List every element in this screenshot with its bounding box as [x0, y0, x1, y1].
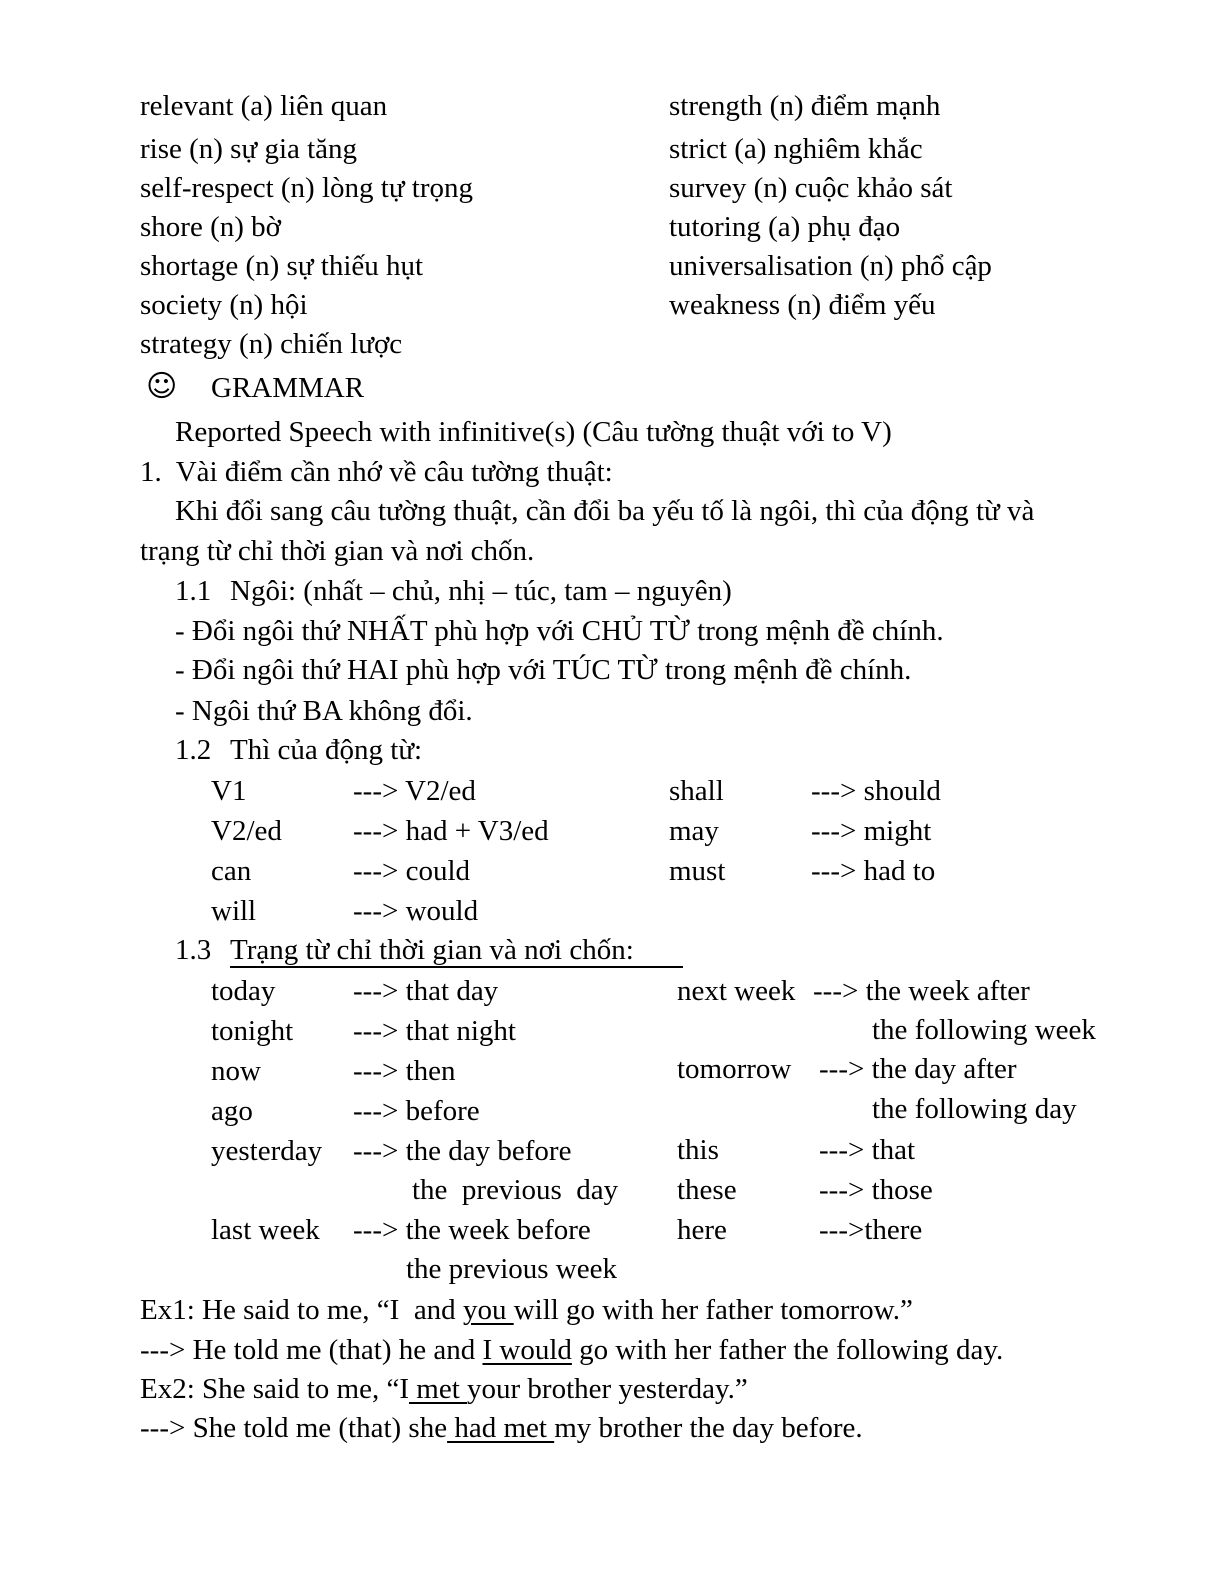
adverb-to: ---> that: [819, 1134, 916, 1166]
section-1-2-number: 1.2: [175, 734, 212, 766]
intro-line-2: trạng từ chỉ thời gian và nơi chốn.: [140, 535, 535, 567]
tense-to: ---> would: [353, 895, 479, 927]
section-1-3-number: 1.3: [175, 934, 212, 966]
tense-to: ---> had to: [811, 855, 936, 887]
example-1-reported-text: go with her father the following day.: [571, 1334, 1004, 1366]
adverb-to: ---> before: [353, 1095, 480, 1127]
smiley-icon: ☺: [146, 369, 178, 404]
vocab-right-item: strict (a) nghiêm khắc: [669, 133, 923, 165]
vocab-right-item: tutoring (a) phụ đạo: [669, 211, 901, 243]
adverb-to: ---> then: [353, 1055, 456, 1087]
tense-to: ---> V2/ed: [353, 775, 476, 807]
tense-from: may: [669, 815, 719, 847]
adverb-alt: the previous week: [406, 1253, 617, 1285]
adverb-from: today: [211, 975, 276, 1007]
example-1-text: will go with her father tomorrow.”: [513, 1294, 913, 1326]
example-1-text: Ex1: He said to me, “I and: [140, 1294, 463, 1326]
vocab-right-item: strength (n) điểm mạnh: [669, 90, 941, 122]
tense-from: must: [669, 855, 726, 887]
vocab-left-item: society (n) hội: [140, 289, 308, 321]
vocab-left-item: shortage (n) sự thiếu hụt: [140, 250, 424, 282]
example-1-reported-text: ---> He told me (that) he and: [140, 1334, 483, 1366]
example-1-underlined: you: [462, 1294, 514, 1326]
tense-from: can: [211, 855, 252, 887]
example-2-reported: [140, 1414, 863, 1443]
example-2-underlined: met: [409, 1373, 468, 1405]
vocab-right-item: weakness (n) điểm yếu: [669, 289, 936, 321]
tense-from: V1: [211, 775, 247, 807]
section-1-2-title: Thì của động từ:: [230, 734, 423, 766]
vocab-right-item: universalisation (n) phổ cập: [669, 250, 992, 282]
adverb-from: ago: [211, 1095, 253, 1127]
adverb-to: ---> the day before: [353, 1135, 572, 1167]
example-1-reported-underlined: I would: [482, 1334, 572, 1366]
vocab-left-item: shore (n) bờ: [140, 211, 281, 243]
adverb-to: ---> the day after: [819, 1053, 1017, 1085]
section-1-3-title: Trạng từ chỉ thời gian và nơi chốn:: [230, 936, 683, 968]
adverb-from: yesterday: [211, 1135, 323, 1167]
adverb-from: here: [677, 1214, 727, 1246]
tense-to: ---> should: [811, 775, 941, 807]
adverb-alt: the previous day: [412, 1174, 619, 1206]
adverb-to: ---> those: [819, 1174, 933, 1206]
adverb-to: ---> the week before: [353, 1214, 591, 1246]
adverb-to: ---> the week after: [813, 975, 1030, 1007]
vocab-left-item: relevant (a) liên quan: [140, 90, 388, 122]
adverb-from: next week: [677, 975, 796, 1007]
adverb-to: ---> that night: [353, 1015, 516, 1047]
tense-from: will: [211, 895, 257, 927]
rule-line: - Đổi ngôi thứ NHẤT phù hợp với CHỦ TỪ trong mệnh đề chính.: [175, 615, 944, 647]
adverb-from: tomorrow: [677, 1053, 792, 1085]
tense-from: V2/ed: [211, 815, 282, 847]
intro-line-1: Khi đổi sang câu tường thuật, cần đổi ba yếu tố là ngôi, thì của động từ và: [175, 495, 1035, 527]
tense-to: ---> could: [353, 855, 471, 887]
vocab-left-item: self-respect (n) lòng tự trọng: [140, 172, 474, 204]
adverb-from: this: [677, 1134, 719, 1166]
example-2: [140, 1375, 748, 1404]
vocab-left-item: strategy (n) chiến lược: [140, 328, 403, 360]
example-2-text: Ex2: She said to me, “I: [140, 1373, 410, 1405]
tense-to: ---> might: [811, 815, 932, 847]
adverb-to: ---> that day: [353, 975, 499, 1007]
point-1-title: 1. Vài điểm cần nhớ về câu tường thuật:: [140, 456, 613, 488]
vocab-right-item: survey (n) cuộc khảo sát: [669, 172, 953, 204]
tense-to: ---> had + V3/ed: [353, 815, 549, 847]
adverb-alt: the following day: [872, 1093, 1077, 1125]
grammar-subtitle: Reported Speech with infinitive(s) (Câu tường thuật với to V): [175, 416, 892, 448]
example-2-text: your brother yesterday.”: [467, 1373, 748, 1405]
section-1-1-title: Ngôi: (nhất – chủ, nhị – túc, tam – nguyên): [230, 575, 732, 607]
vocab-left-item: rise (n) sự gia tăng: [140, 133, 358, 165]
example-1: [140, 1296, 913, 1325]
example-1-reported: [140, 1336, 1003, 1365]
grammar-heading: GRAMMAR: [211, 372, 365, 404]
tense-from: shall: [669, 775, 724, 807]
example-2-reported-underlined: had met: [447, 1412, 555, 1444]
example-2-reported-text: ---> She told me (that) she: [140, 1412, 448, 1444]
adverb-to: --->there: [819, 1214, 923, 1246]
example-2-reported-text: my brother the day before.: [554, 1412, 863, 1444]
adverb-from: tonight: [211, 1015, 294, 1047]
section-1-1-number: 1.1: [175, 575, 212, 607]
adverb-alt: the following week: [872, 1014, 1096, 1046]
rule-line: - Đổi ngôi thứ HAI phù hợp với TÚC TỪ trong mệnh đề chính.: [175, 654, 912, 686]
adverb-from: last week: [211, 1214, 320, 1246]
adverb-from: these: [677, 1174, 737, 1206]
adverb-from: now: [211, 1055, 261, 1087]
rule-line: - Ngôi thứ BA không đổi.: [175, 695, 473, 727]
